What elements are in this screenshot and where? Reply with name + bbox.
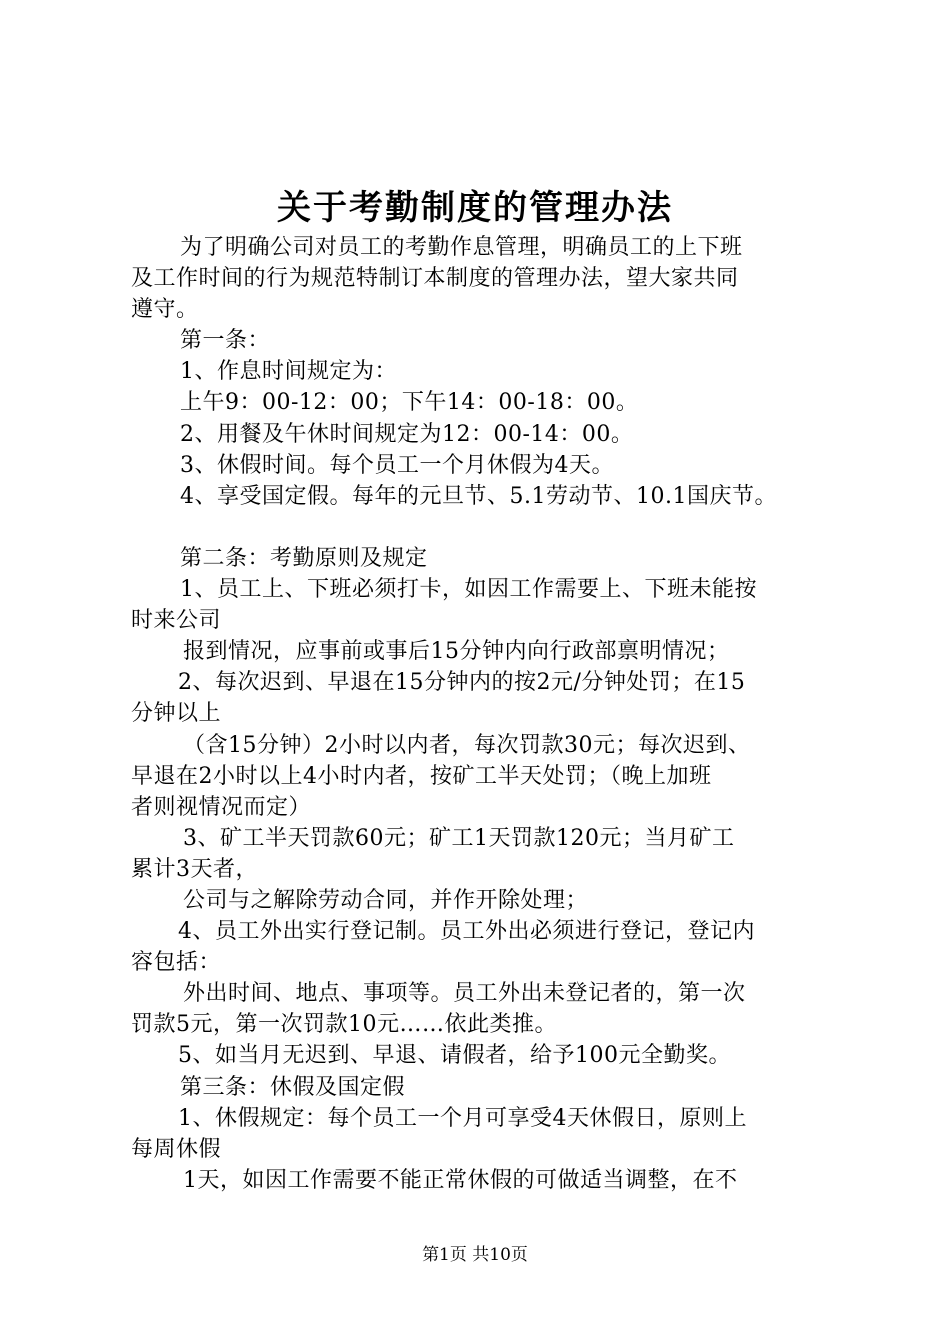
body-line: 累计3天者， [131, 856, 258, 882]
body-line: 4、享受国定假。每年的元旦节、5.1劳动节、10.1国庆节。 [180, 483, 777, 509]
body-line: 分钟以上 [131, 701, 222, 727]
body-line: 1、休假规定：每个员工一个月可享受4天休假日，原则上 [178, 1105, 747, 1131]
body-line: 罚款5元，第一次罚款10元……依此类推。 [131, 1012, 557, 1038]
body-line: 2、用餐及午休时间规定为12：00-14：00。 [180, 421, 634, 447]
body-line: 时来公司 [131, 608, 222, 634]
body-line: 1天，如因工作需要不能正常休假的可做适当调整，在不 [183, 1167, 738, 1193]
body-line: 3、矿工半天罚款60元；矿工1天罚款120元；当月矿工 [183, 825, 735, 851]
body-line: （含15分钟）2小时以内者，每次罚款30元；每次迟到、 [183, 732, 751, 758]
body-line: 外出时间、地点、事项等。员工外出未登记者的，第一次 [183, 981, 746, 1007]
blank-line [131, 512, 831, 543]
body-line: 为了明确公司对员工的考勤作息管理，明确员工的上下班 [180, 235, 743, 260]
body-line: 3、休假时间。每个员工一个月休假为4天。 [180, 452, 614, 478]
body-line: 及工作时间的行为规范特制订本制度的管理办法，望大家共同 [131, 266, 739, 292]
section-heading: 第三条：休假及国定假 [180, 1074, 406, 1100]
section-heading: 第一条： [180, 328, 271, 354]
body-line: 者则视情况而定） [131, 794, 312, 820]
body-line: 1、作息时间规定为： [180, 359, 397, 385]
page-footer: 第1页 共10页 [422, 1245, 528, 1265]
body-line: 容包括： [131, 950, 222, 976]
section-heading: 第二条：考勤原则及规定 [180, 545, 428, 571]
body-line: 上午9：00-12：00；下午14：00-18：00。 [180, 390, 639, 416]
body-line: 2、每次迟到、早退在15分钟内的按2元/分钟处罚；在15 [178, 670, 746, 696]
body-line: 每周休假 [131, 1136, 222, 1162]
body-line: 4、员工外出实行登记制。员工外出必须进行登记，登记内 [178, 919, 755, 945]
document-body [131, 232, 831, 1196]
document-title: 关于考勤制度的管理办法 [277, 188, 673, 228]
body-line: 公司与之解除劳动合同，并作开除处理； [183, 887, 589, 913]
body-line: 遵守。 [131, 297, 199, 323]
body-line: 早退在2小时以上4小时内者，按矿工半天处罚；（晚上加班 [131, 763, 712, 789]
body-line: 1、员工上、下班必须打卡，如因工作需要上、下班未能按 [180, 577, 757, 603]
body-line: 5、如当月无迟到、早退、请假者，给予100元全勤奖。 [178, 1043, 731, 1069]
body-line: 报到情况，应事前或事后15分钟内向行政部禀明情况； [183, 639, 730, 665]
